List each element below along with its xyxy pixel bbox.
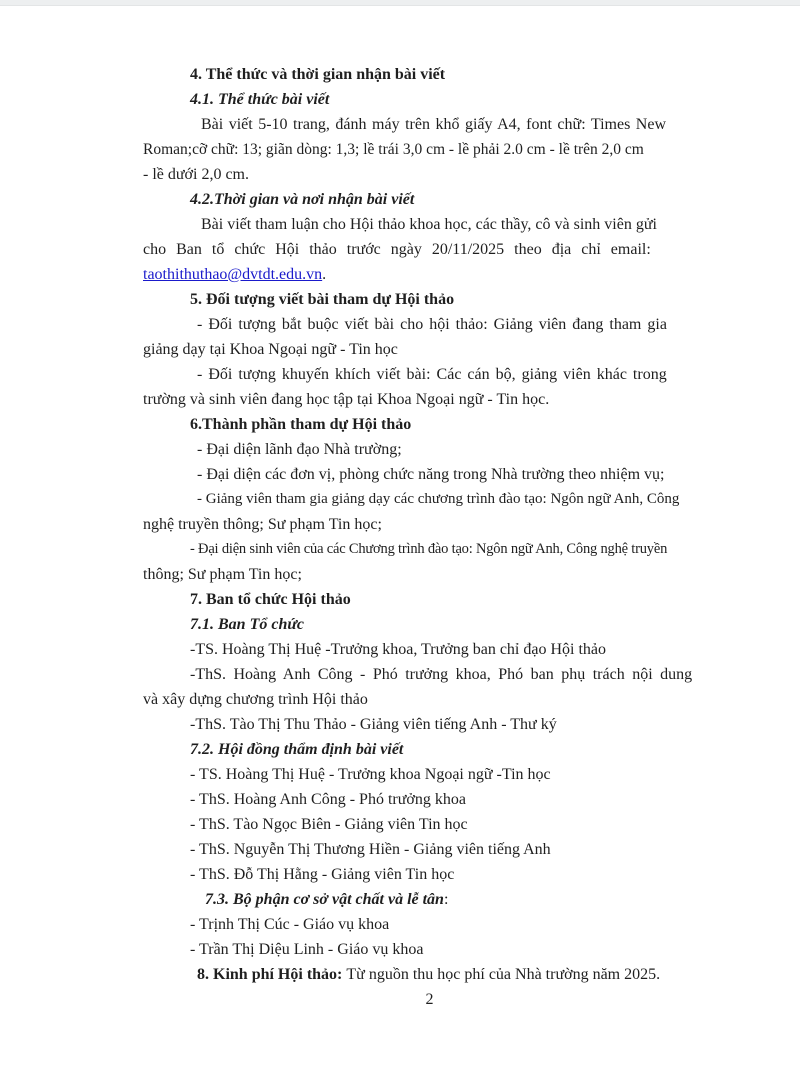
email-line [143,262,690,287]
section-7-2-heading: 7.2. Hội đồng thẩm định bài viết [190,741,404,758]
section-8-line [143,962,690,987]
review-member-1: - TS. Hoàng Thị Huệ - Trưởng khoa Ngoại ngữ -Tin học [190,766,551,783]
review-member-5: - ThS. Đỗ Thị Hằng - Giảng viên Tin học [190,866,455,883]
committee-member-1: -TS. Hoàng Thị Huệ -Trưởng khoa, Trưởng ban chỉ đạo Hội thảo [190,641,607,658]
para-4-1-line-1: Bài viết 5-10 trang, đánh máy trên khổ giấy A4, font chữ: Times New [201,116,666,133]
para-4-1-line-3: - lề dưới 2,0 cm. [143,166,249,183]
section-4-1-heading: 4.1. Thể thức bài viết [190,91,330,108]
review-member-3: - ThS. Tào Ngọc Biên - Giảng viên Tin học [190,816,468,833]
section-7-heading: 7. Ban tổ chức Hội thảo [190,591,351,608]
email-period: . [322,266,327,283]
committee-member-3: -ThS. Tào Thị Thu Thảo - Giảng viên tiếng Anh - Thư ký [190,716,557,733]
email-link[interactable]: taothithuthao@dvtdt.edu.vn [143,266,323,283]
para-4-1-line-2: Roman;cỡ chữ: 13; giãn dòng: 1,3; lề trái 3,0 cm - lề phải 2.0 cm - lề trên 2,0 cm [143,141,644,158]
section-8-label: 8. Kinh phí Hội thảo: [197,966,343,983]
page-number: 2 [425,991,434,1008]
section-5-item-2-line-2: trường và sinh viên đang học tập tại Khoa Ngoại ngữ - Tin học. [143,391,550,408]
committee-member-2-line-2: và xây dựng chương trình Hội thảo [143,691,368,708]
section-7-3-heading [143,887,690,912]
review-member-2: - ThS. Hoàng Anh Công - Phó trưởng khoa [190,791,466,808]
section-6-item-4-line-1: - Đại diện sinh viên của các Chương trình đào tạo: Ngôn ngữ Anh, Công nghệ truyền [190,541,668,557]
section-8-text: Từ nguồn thu học phí của Nhà trường năm 2025. [346,966,661,983]
section-5-item-1-line-1: - Đối tượng bắt buộc viết bài cho hội thảo: Giảng viên đang tham gia [197,316,667,333]
section-6-item-4-line-2: thông; Sư phạm Tin học; [143,566,302,583]
section-6-heading: 6.Thành phần tham dự Hội thảo [190,416,412,433]
section-6-item-1: - Đại diện lãnh đạo Nhà trường; [197,441,402,458]
logistics-member-1: - Trịnh Thị Cúc - Giáo vụ khoa [190,916,390,933]
logistics-member-2: - Trần Thị Diệu Linh - Giáo vụ khoa [190,941,424,958]
section-5-heading: 5. Đối tượng viết bài tham dự Hội thảo [190,291,455,308]
section-4-heading: 4. Thể thức và thời gian nhận bài viết [190,66,446,83]
review-member-4: - ThS. Nguyễn Thị Thương Hiền - Giảng viên tiếng Anh [190,841,551,858]
page-content [0,6,800,1012]
section-7-1-heading: 7.1. Ban Tổ chức [190,616,305,633]
para-4-2-line-1: Bài viết tham luận cho Hội thảo khoa học, các thầy, cô và sinh viên gửi [201,216,657,233]
section-7-3-heading-colon: : [443,891,449,908]
section-6-item-2: - Đại diện các đơn vị, phòng chức năng trong Nhà trường theo nhiệm vụ; [197,466,665,483]
section-5-item-2-line-1: - Đối tượng khuyến khích viết bài: Các cán bộ, giảng viên khác trong [197,366,667,383]
section-6-item-3-line-2: nghệ truyền thông; Sư phạm Tin học; [143,516,382,533]
section-5-item-1-line-2: giảng dạy tại Khoa Ngoại ngữ - Tin học [143,341,398,358]
section-7-3-heading-label: 7.3. Bộ phận cơ sở vật chất và lễ tân [205,891,444,908]
section-4-2-heading: 4.2.Thời gian và nơi nhận bài viết [190,191,415,208]
section-6-item-3-line-1: - Giảng viên tham gia giảng dạy các chương trình đào tạo: Ngôn ngữ Anh, Công [197,491,680,507]
committee-member-2-line-1: -ThS. Hoàng Anh Công - Phó trưởng khoa, Phó ban phụ trách nội dung [190,666,693,683]
para-4-2-line-2: cho Ban tổ chức Hội thảo trước ngày 20/11/2025 theo địa chỉ email: [143,241,651,258]
